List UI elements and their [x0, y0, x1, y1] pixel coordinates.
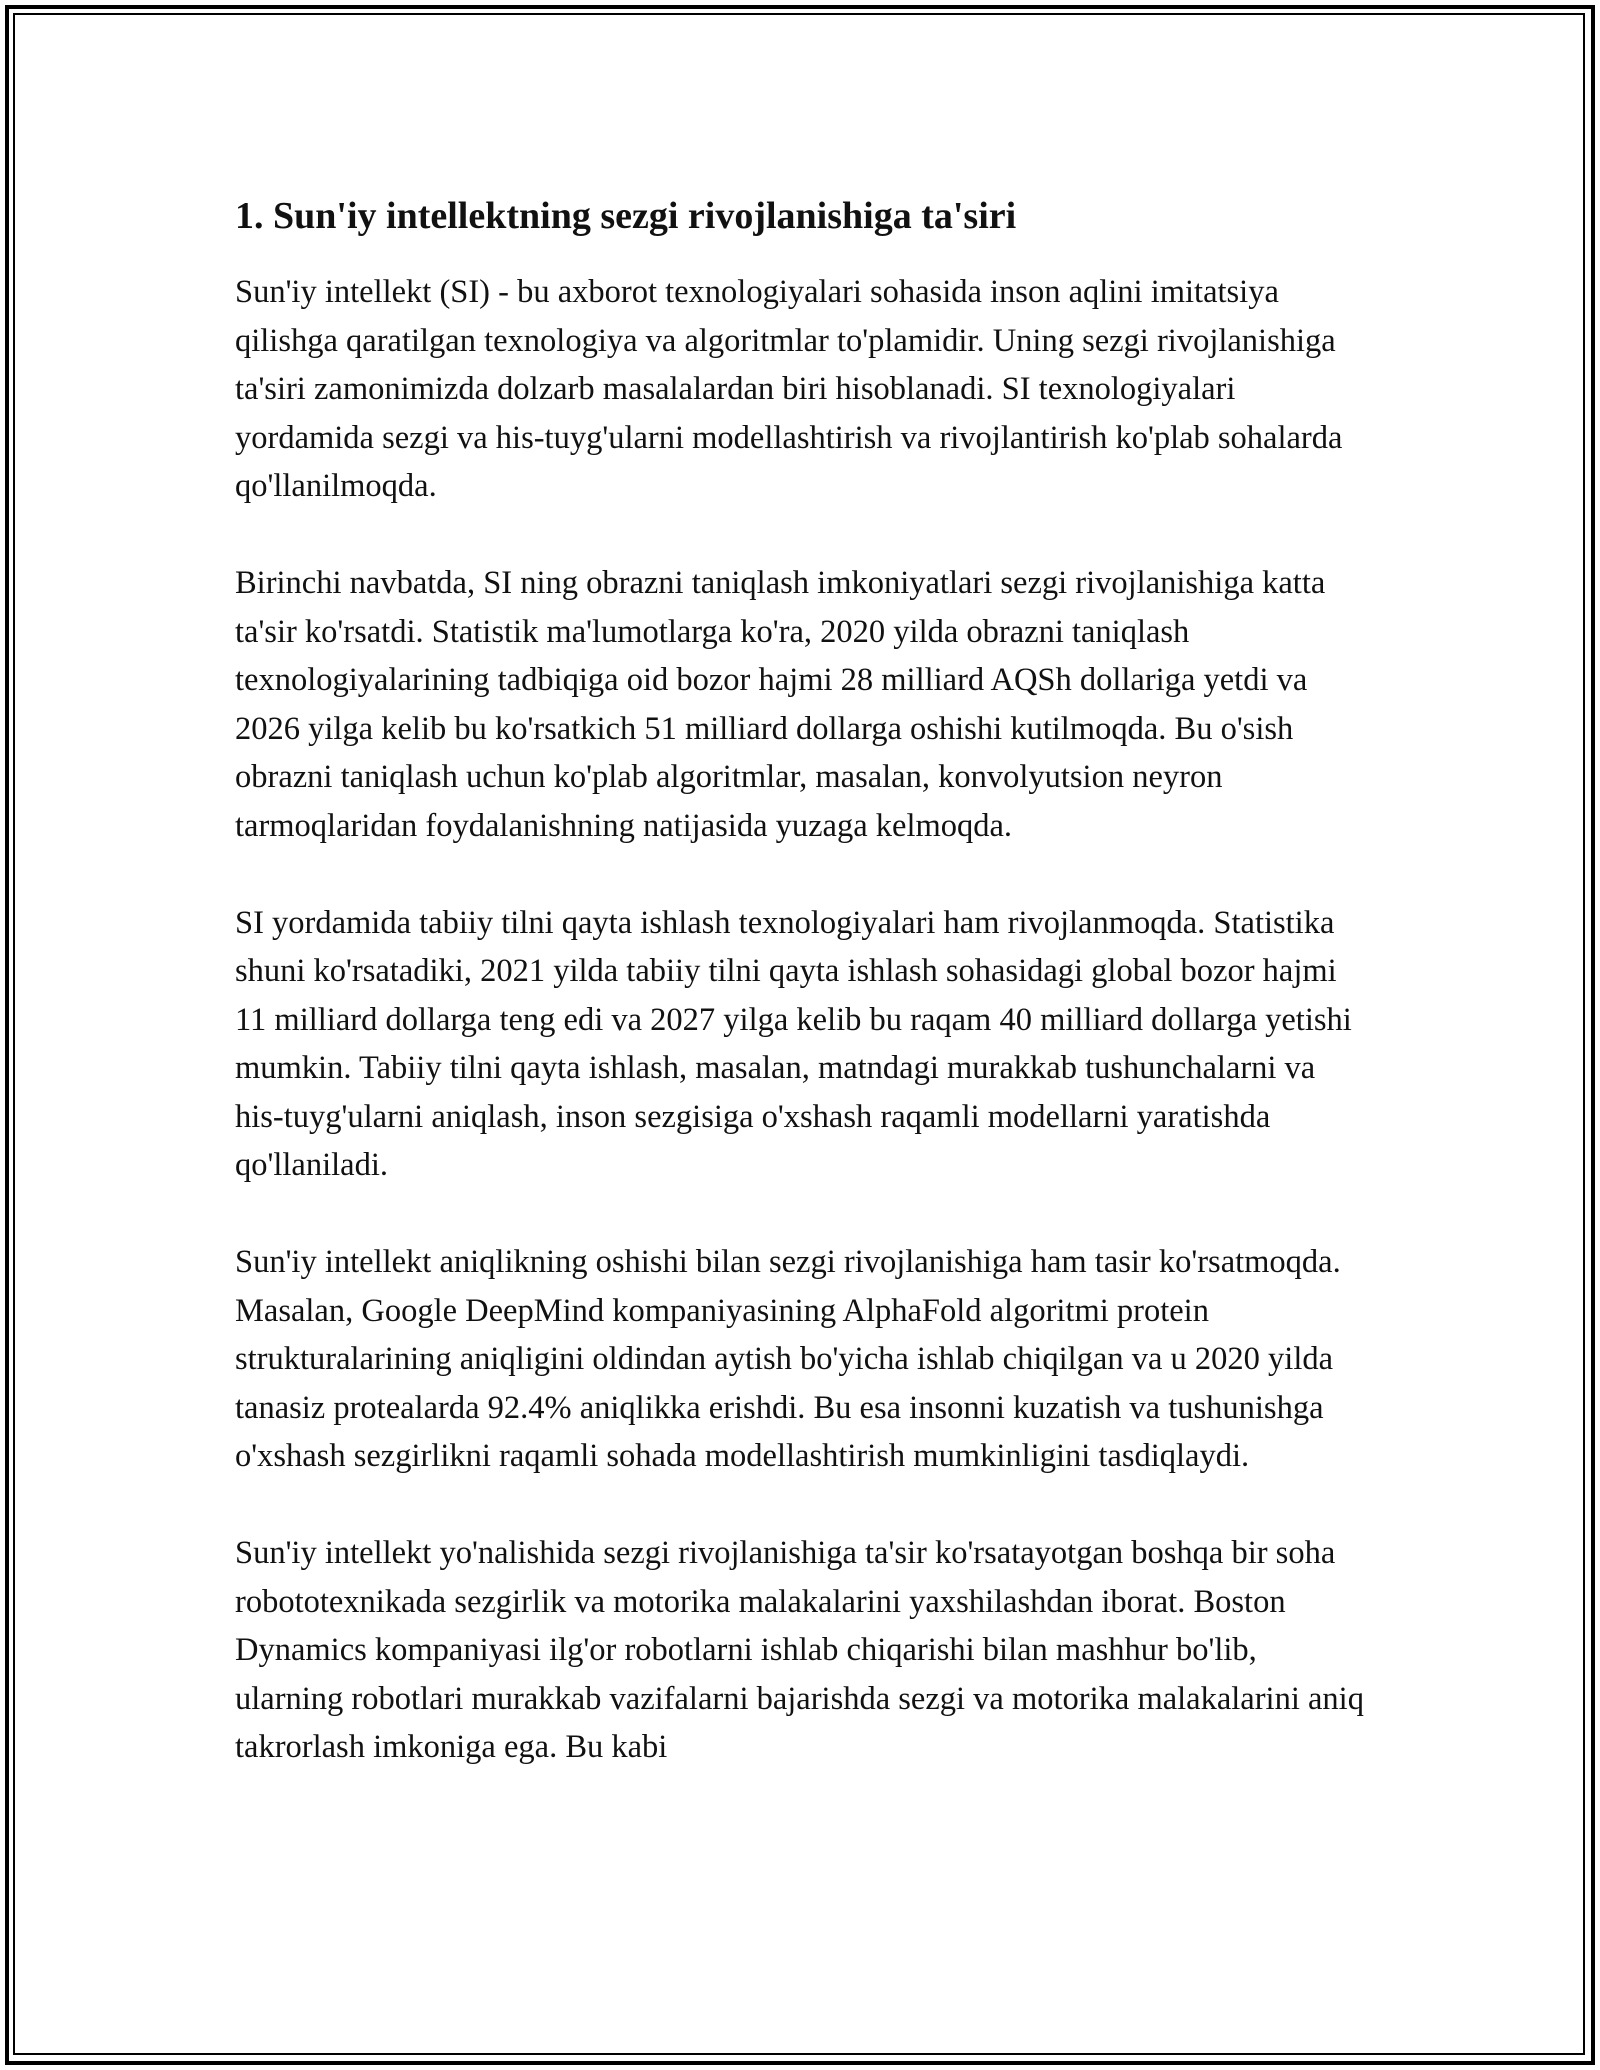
paragraph-3: SI yordamida tabiiy tilni qayta ishlash texnologiyalari ham rivojlanmoqda. Statistika shuni ko'rsatadiki, 2021 yilda tabiiy tilni qayta ishlash sohasidagi global bozor hajmi 11 milliard dollarga teng edi va 2027 yilga kelib bu raqam 40 milliard dollarga yetishi mumkin. Tabiiy tilni qayta ishlash, masalan, matndagi murakkab tushunchalarni va his-tuyg'ularni aniqlash, inson sezgisiga o'xshash raqamli modellarni yaratishda qo'llaniladi.	[235, 904, 1352, 1183]
paragraph-2: Birinchi navbatda, SI ning obrazni taniqlash imkoniyatlari sezgi rivojlanishiga katta ta'sir ko'rsatdi. Statistik ma'lumotlarga ko'ra, 2020 yilda obrazni taniqlash texnologiyalarining tadbiqiga oid bozor hajmi 28 milliard AQSh dollariga yetdi va 2026 yilga kelib bu ko'rsatkich 51 milliard dollarga oshishi kutilmoqda. Bu o'sish obrazni taniqlash uchun ko'plab algoritmlar, masalan, konvolyutsion neyron tarmoqlaridan foydalanishning natijasida yuzaga kelmoqda.	[235, 565, 1326, 844]
section-heading: 1. Sun'iy intellektning sezgi rivojlanishiga ta'siri	[235, 195, 1017, 237]
document-body	[235, 188, 1365, 1820]
paragraph-1: Sun'iy intellekt (SI) - bu axborot texnologiyalari sohasida inson aqlini imitatsiya qilishga qaratilgan texnologiya va algoritmlar to'plamidir. Uning sezgi rivojlanishiga ta'siri zamonimizda dolzarb masalalardan biri hisoblanadi. SI texnologiyalari yordamida sezgi va his-tuyg'ularni modellashtirish va rivojlantirish ko'plab sohalarda qo'llanilmoqda.	[235, 274, 1343, 504]
paragraph-4: Sun'iy intellekt aniqlikning oshishi bilan sezgi rivojlanishiga ham tasir ko'rsatmoqda. Masalan, Google DeepMind kompaniyasining AlphaFold algoritmi protein strukturalarining aniqligini oldindan aytish bo'yicha ishlab chiqilgan va u 2020 yilda tanasiz protealarda 92.4% aniqlikka erishdi. Bu esa insonni kuzatish va tushunishga o'xshash sezgirlikni raqamli sohada modellashtirish mumkinligini tasdiqlaydi.	[235, 1244, 1341, 1474]
paragraph-5: Sun'iy intellekt yo'nalishida sezgi rivojlanishiga ta'sir ko'rsatayotgan boshqa bir soha robototexnikada sezgirlik va motorika malakalarini yaxshilashdan iborat. Boston Dynamics kompaniyasi ilg'or robotlarni ishlab chiqarishi bilan mashhur bo'lib, ularning robotlari murakkab vazifalarni bajarishda sezgi va motorika malakalarini aniq takrorlash imkoniga ega. Bu kabi	[235, 1535, 1364, 1765]
